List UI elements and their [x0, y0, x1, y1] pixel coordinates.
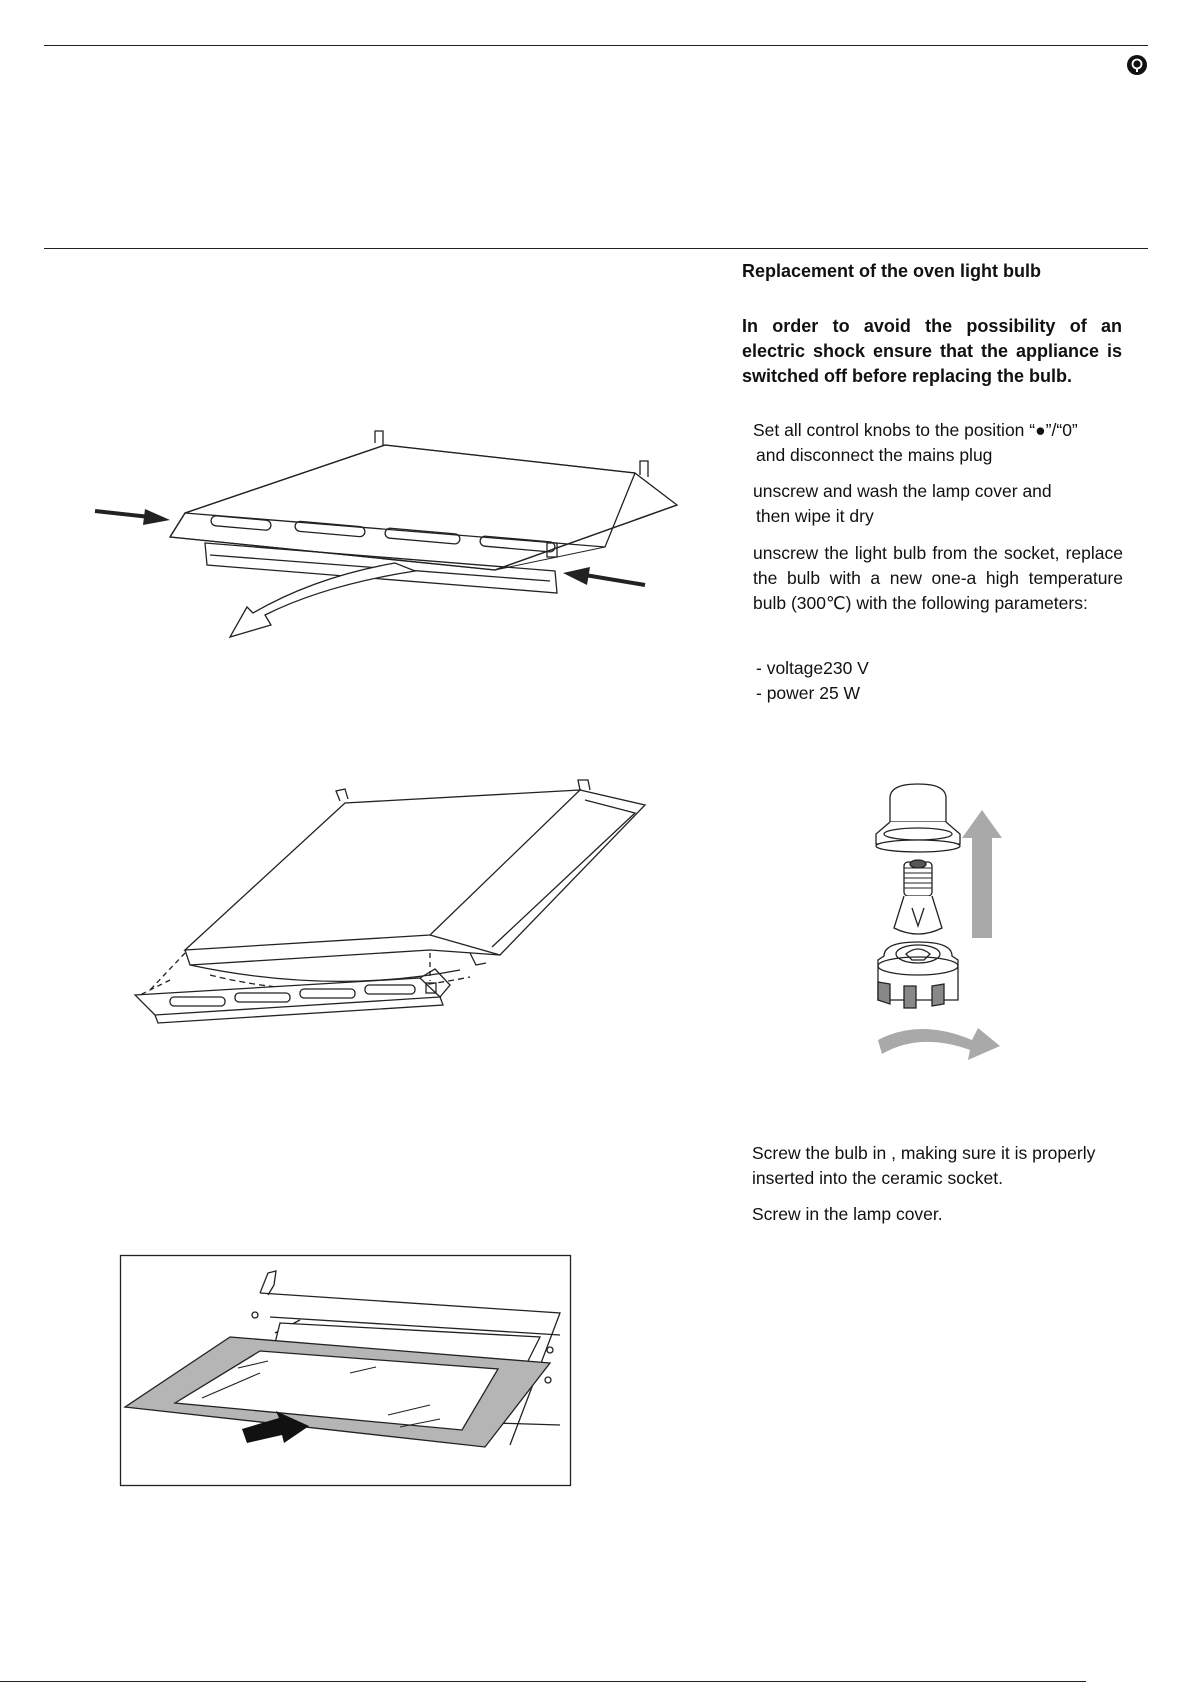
parameter-voltage: - voltage230 V — [756, 658, 869, 678]
step-knobs — [753, 418, 1123, 468]
step-lamp-cover — [753, 479, 1123, 529]
oven-door-exploded-figure — [130, 785, 650, 1035]
parameter-power: - power 25 W — [756, 683, 861, 703]
step-lamp-cover-line1: unscrew and wash the lamp cover and — [753, 481, 1052, 501]
bulb-exploded-figure — [860, 778, 1040, 1068]
section-title: Replacement of the oven light bulb — [742, 261, 1042, 281]
step-screw-cover: Screw in the lamp cover. — [752, 1204, 943, 1224]
oven-door-removal-figure — [95, 425, 685, 640]
header-top-rule — [44, 45, 1148, 46]
step-screw-bulb: Screw the bulb in , making sure it is properly inserted into the ceramic socket. — [752, 1143, 1096, 1188]
circle-badge-icon — [1126, 54, 1148, 76]
inner-glass-removal-figure — [120, 1255, 572, 1487]
step-lamp-cover-line2: then wipe it dry — [756, 506, 874, 526]
safety-warning: In order to avoid the possibility of an electric shock ensure that the appliance is switched off before replacing the bulb. — [742, 316, 1122, 386]
step-knobs-line2: and disconnect the mains plug — [756, 445, 993, 465]
step-replace-bulb: unscrew the light bulb from the socket, replace the bulb with a new one-a high temperature bulb (300℃) with the following parameters: — [753, 543, 1123, 613]
header-bottom-rule — [44, 248, 1148, 249]
bulb-parameters — [756, 656, 1056, 706]
step-knobs-line1: Set all control knobs to the position “●”/“0” — [753, 420, 1078, 440]
footer-rule — [0, 1681, 1086, 1682]
